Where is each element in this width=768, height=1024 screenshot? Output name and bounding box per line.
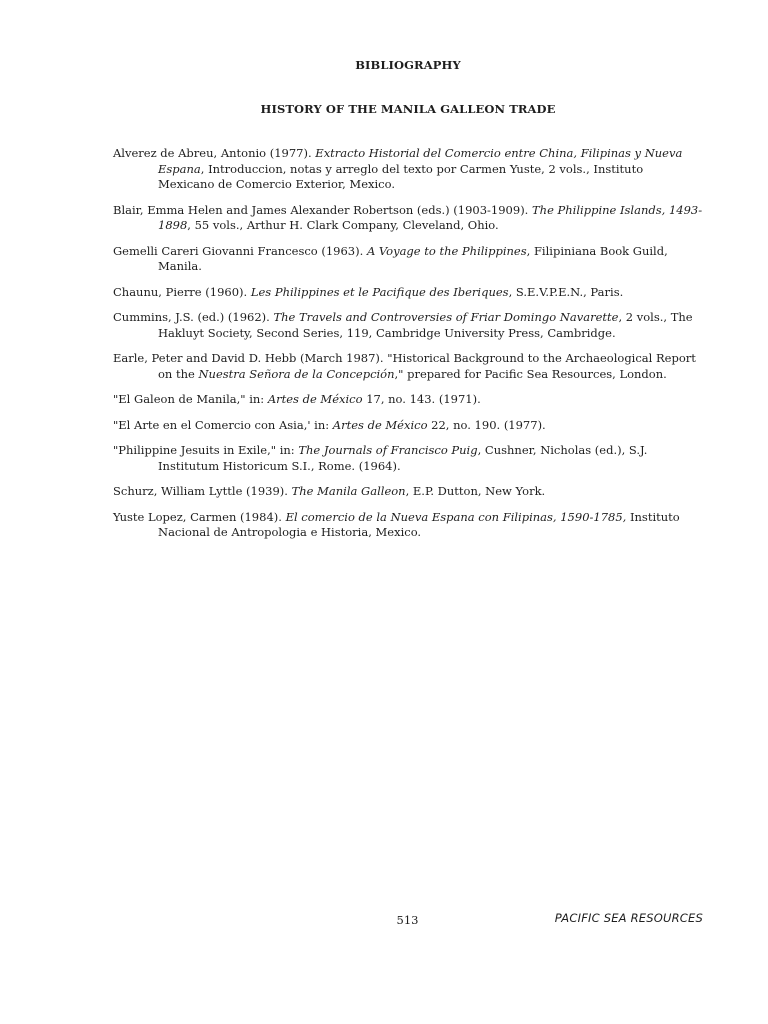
entry-title: The Travels and Controversies of Friar Domingo Navarette [273,310,619,324]
page-subtitle: HISTORY OF THE MANILA GALLEON TRADE [260,102,556,116]
entry-title: The Philippine Islands, 1493-1898 [158,202,703,232]
entry-publication-text: , 55 vols., Arthur H. Clark Company, Cleveland, Ohio. [187,218,499,232]
entry-title: Extracto Historial del Comercio entre China, Filipinas y Nueva Espana [158,146,683,176]
bibliography-entry [113,510,703,541]
page-title: BIBLIOGRAPHY [355,58,461,72]
entry-publication-text: , Filipiniana Book Guild, Manila. [158,243,668,273]
entry-author-text: Blair, Emma Helen and James Alexander Robertson (eds.) (1903-1909). [113,202,532,217]
entry-title: The Journals of Francisco Puig [298,443,478,457]
bibliography-list [113,146,703,551]
entry-title: Artes de México [267,392,363,406]
entry-publication-text: , Cushner, Nicholas (ed.), S.J. Institutum Historicum S.I., Rome. (1964). [158,443,648,473]
entry-title: Nuestra Señora de la Concepción [198,366,395,381]
page-number: 513 [396,913,419,927]
entry-author-text: "Philippine Jesuits in Exile," in: [113,443,299,457]
entry-author-text: Earle, Peter and David D. Hebb (March 1987). "Historical Background to the Archaeological Report on the [113,351,696,381]
entry-publication-text: 22, no. 190. (1977). [427,417,546,432]
entry-author-text: Alverez de Abreu, Antonio (1977). [113,146,316,160]
bibliography-entry [113,443,703,474]
bibliography-entry [113,310,703,341]
bibliography-entry [113,285,703,301]
entry-author-text: Cummins, J.S. (ed.) (1962). [113,310,274,324]
entry-title: A Voyage to the Philippines [366,243,527,258]
bibliography-entry [113,418,703,434]
entry-author-text: Schurz, William Lyttle (1939). [113,484,292,498]
bibliography-entry [113,146,703,193]
entry-publication-text: , Introduccion, notas y arreglo del texto por Carmen Yuste, 2 vols., Instituto Mexicano de Comercio Exterior, Mexico. [158,161,644,191]
bibliography-entry [113,351,703,382]
entry-title: El comercio de la Nueva Espana con Filipinas, 1590-1785, [285,509,627,524]
footer-organization: PACIFIC SEA RESOURCES [554,911,703,925]
entry-title: The Manila Galleon [291,484,406,498]
entry-publication-text: 17, no. 143. (1971). [362,392,481,406]
entry-publication-text: Instituto Nacional de Antropologia e Historia, Mexico. [158,509,680,539]
entry-publication-text: , 2 vols., The Hakluyt Society, Second Series, 119, Cambridge University Press, Cambridge. [158,310,693,340]
bibliography-entry [113,244,703,275]
entry-author-text: Yuste Lopez, Carmen (1984). [113,509,286,524]
entry-publication-text: ," prepared for Pacific Sea Resources, London. [394,366,667,381]
entry-author-text: "El Arte en el Comercio con Asia,' in: [113,417,333,432]
bibliography-entry [113,484,703,500]
entry-title: Les Philippines et le Pacifique des Iberiques [250,284,509,299]
entry-publication-text: , S.E.V.P.E.N., Paris. [508,284,624,299]
entry-publication-text: , E.P. Dutton, New York. [405,484,546,498]
bibliography-entry [113,392,703,408]
bibliography-entry [113,203,703,234]
entry-title: Artes de México [332,417,428,432]
entry-author-text: Chaunu, Pierre (1960). [113,284,251,299]
entry-author-text: Gemelli Careri Giovanni Francesco (1963). [113,243,367,258]
entry-author-text: "El Galeon de Manila," in: [113,392,268,406]
